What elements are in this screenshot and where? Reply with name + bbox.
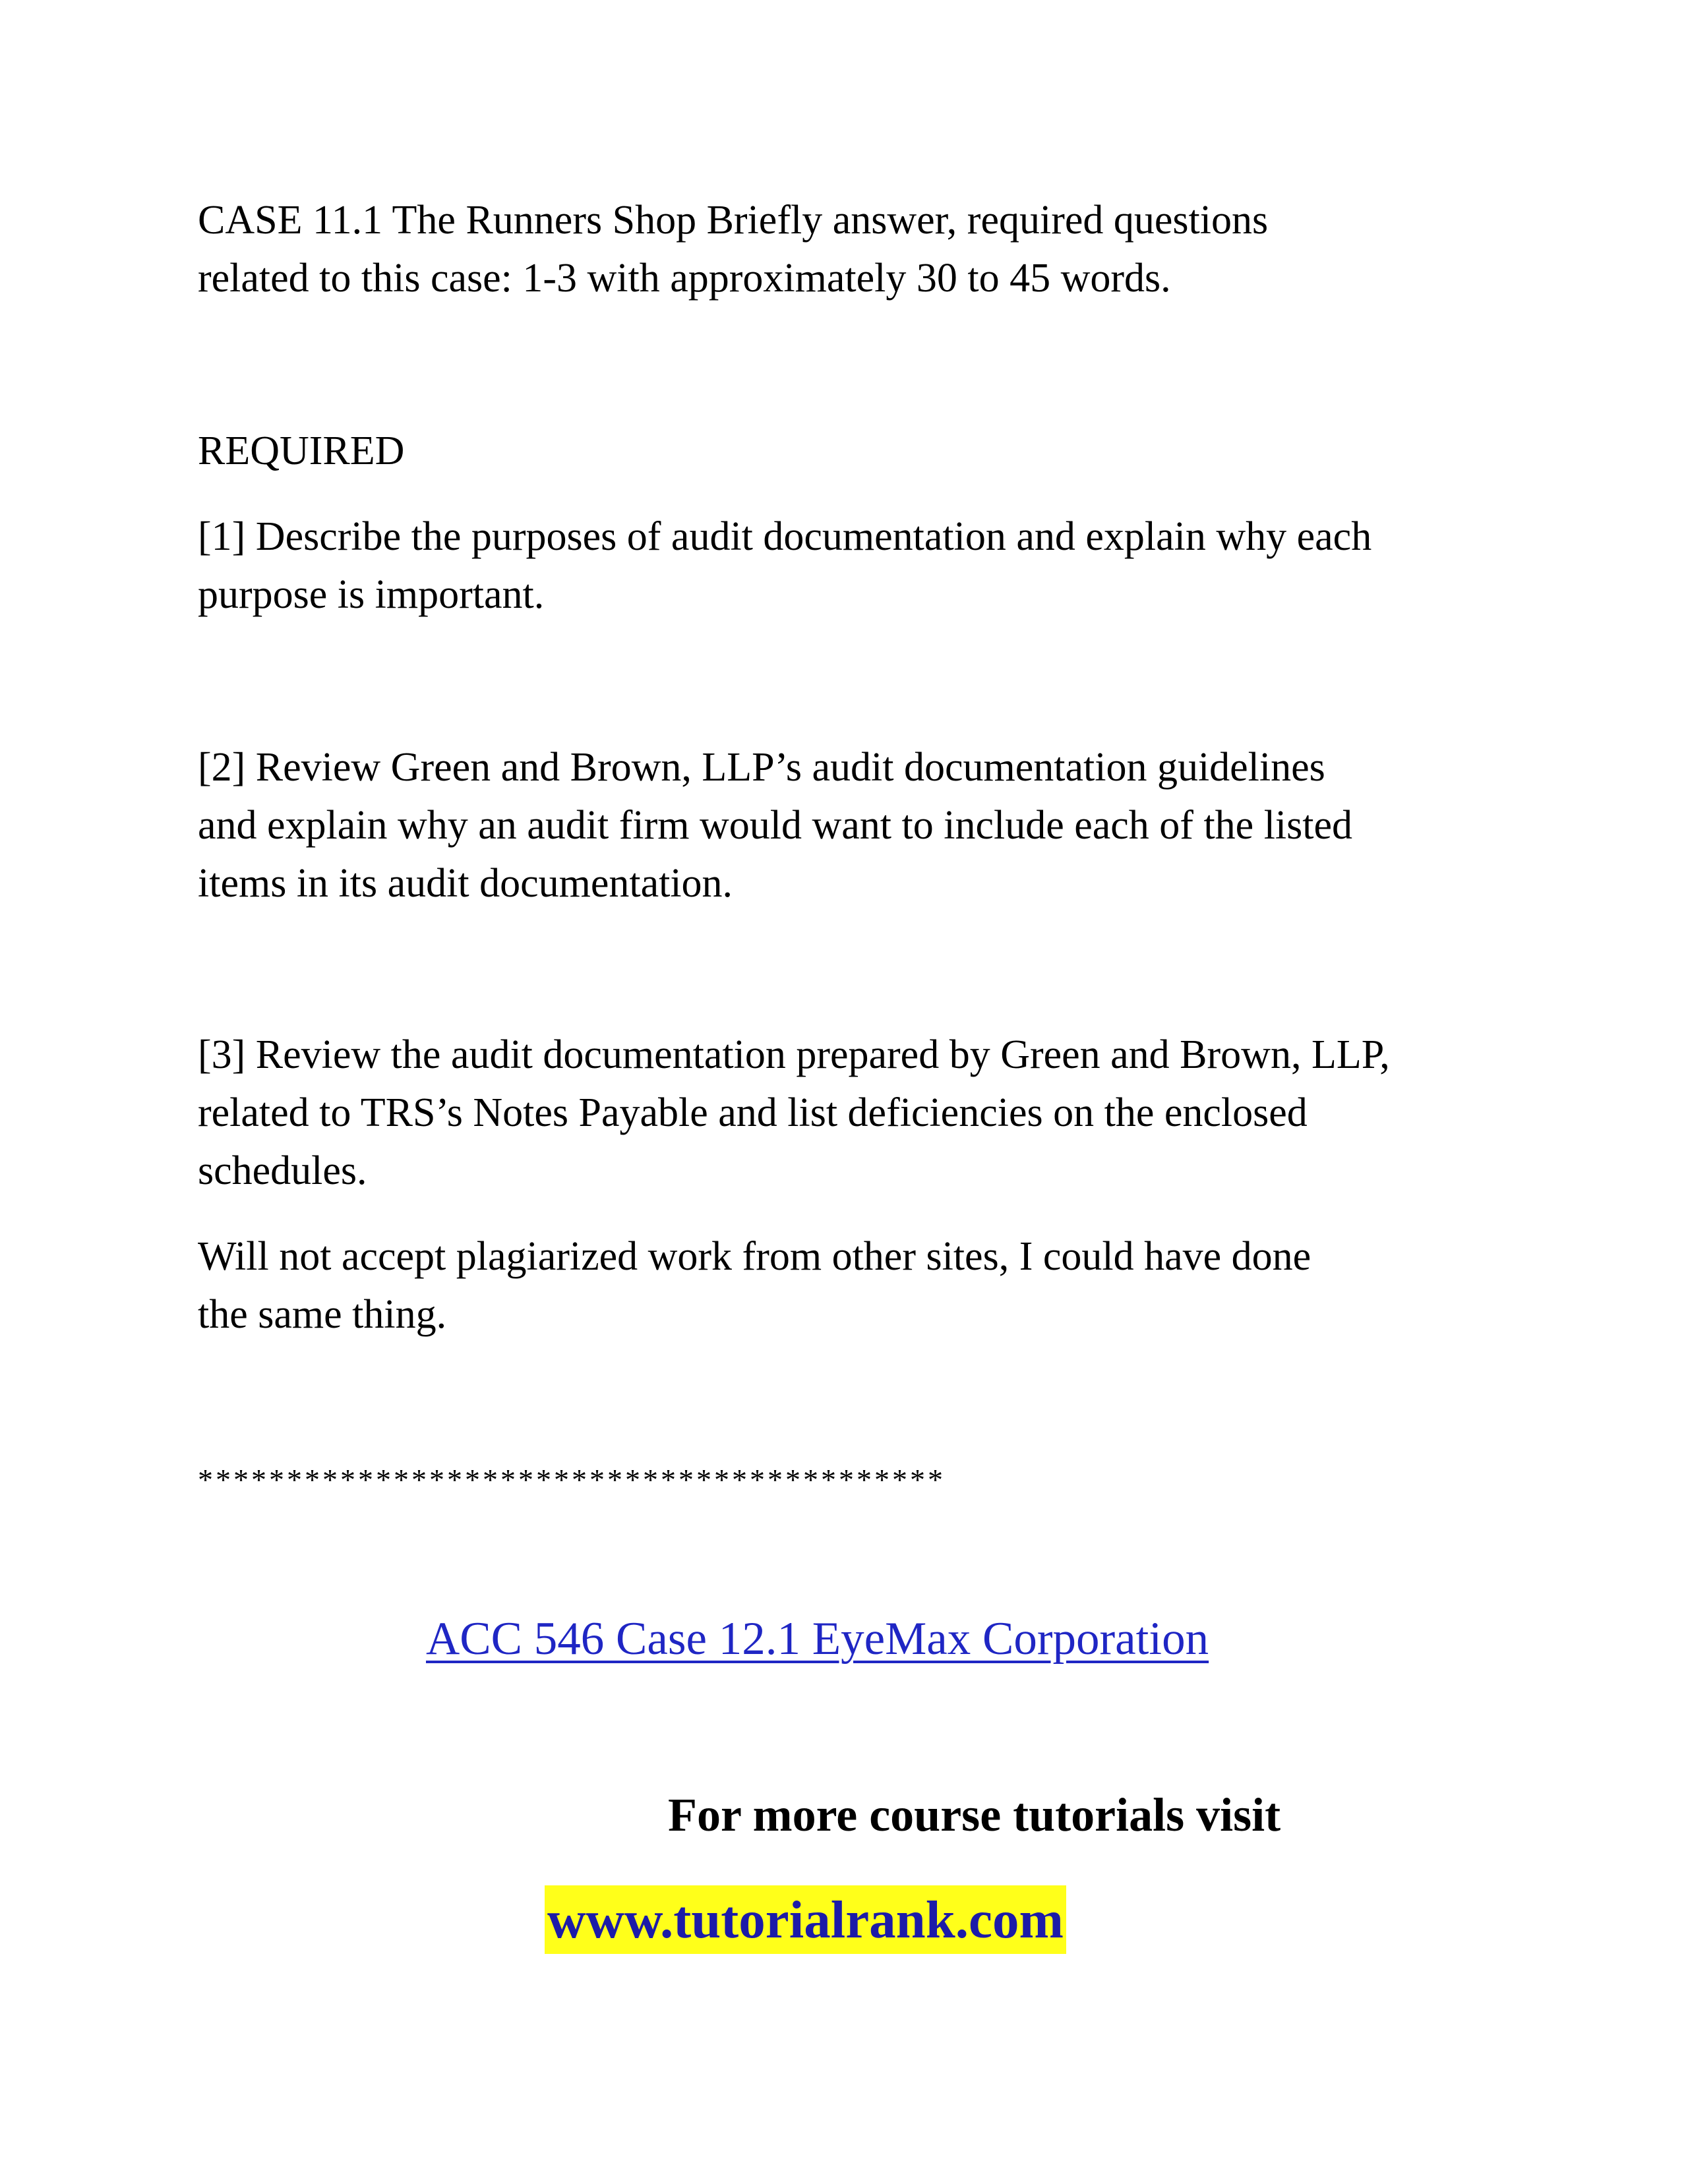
note-line-2: the same thing. [198, 1292, 447, 1337]
question-3-line-3: schedules. [198, 1148, 367, 1193]
intro-line-1: CASE 11.1 The Runners Shop Briefly answer, required questions [198, 198, 1269, 243]
question-3-line-1: [3] Review the audit documentation prepared by Green and Brown, LLP, [198, 1032, 1390, 1077]
note-line-1: Will not accept plagiarized work from other sites, I could have done [198, 1234, 1311, 1279]
separator: ****************************************** [198, 1463, 946, 1496]
question-2-line-1: [2] Review Green and Brown, LLP’s audit documentation guidelines [198, 745, 1325, 790]
promo-text: For more course tutorials visit [668, 1788, 1281, 1841]
question-1-line-2: purpose is important. [198, 572, 545, 617]
intro-line-2: related to this case: 1-3 with approximately 30 to 45 words. [198, 256, 1171, 301]
question-2-line-3: items in its audit documentation. [198, 861, 733, 906]
question-1-line-1: [1] Describe the purposes of audit documentation and explain why each [198, 514, 1372, 559]
required-heading: REQUIRED [198, 428, 405, 473]
question-3-line-2: related to TRS’s Notes Payable and list deficiencies on the enclosed [198, 1090, 1308, 1135]
next-course-link[interactable]: ACC 546 Case 12.1 EyeMax Corporation [426, 1613, 1209, 1665]
website-link[interactable]: www.tutorialrank.com [545, 1885, 1066, 1954]
question-2-line-2: and explain why an audit firm would want to include each of the listed [198, 803, 1353, 848]
